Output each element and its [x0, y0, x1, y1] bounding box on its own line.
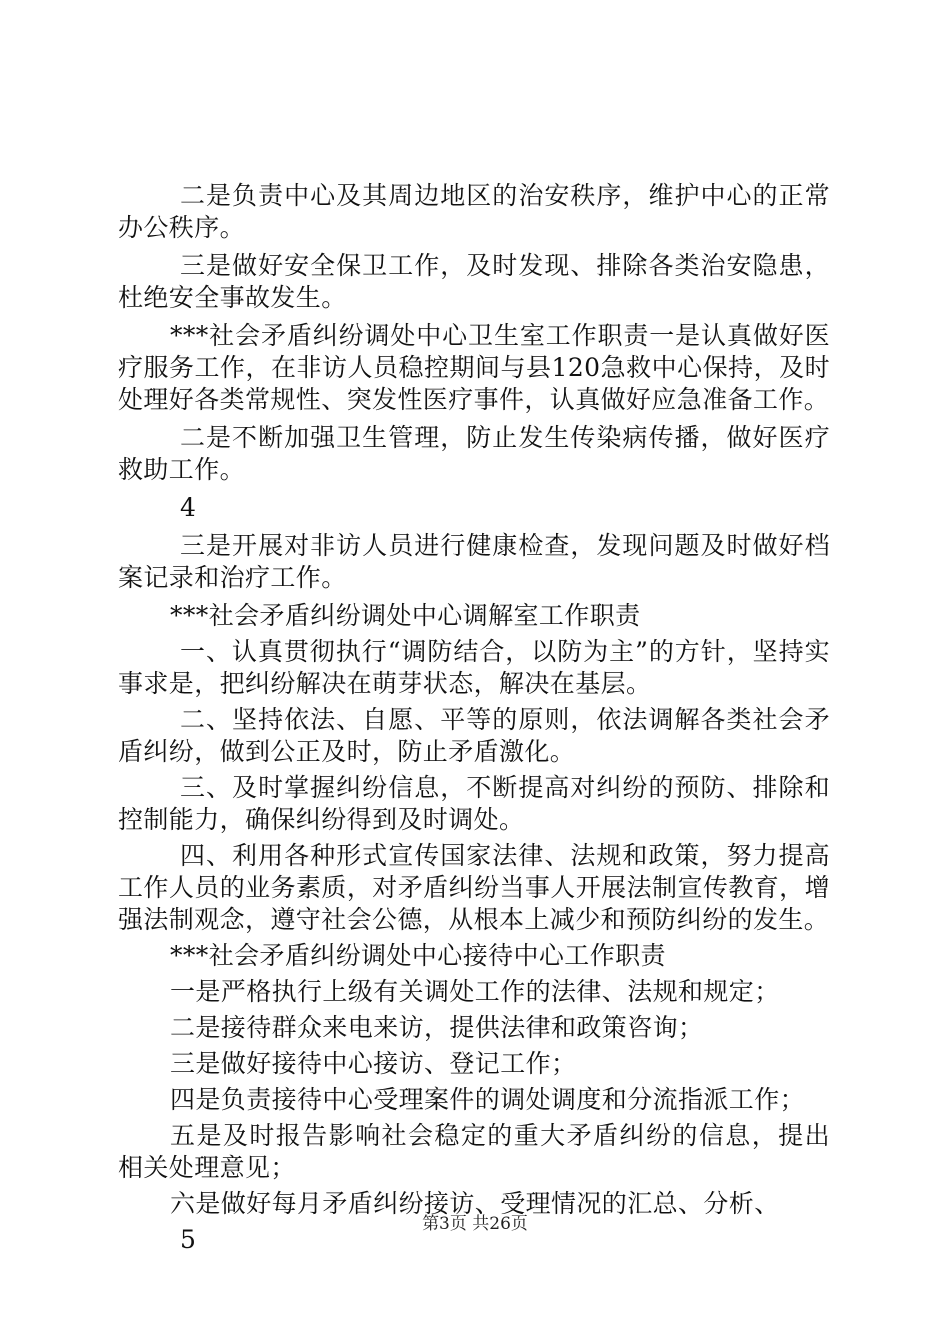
paragraph: 二是负责中心及其周边地区的治安秩序，维护中心的正常办公秩序。: [118, 181, 830, 242]
list-item: 三是做好接待中心接访、登记工作；: [170, 1049, 577, 1078]
paragraph: 四、利用各种形式宣传国家法律、法规和政策，努力提高工作人员的业务素质，对矛盾纠纷当事人开展法制宣传教育，增强法制观念，遵守社会公德，从根本上减少和预防纠纷的发生。: [118, 841, 830, 934]
paragraph: 三是做好安全保卫工作，及时发现、排除各类治安隐患，杜绝安全事故发生。: [118, 251, 830, 312]
paragraph: 三是开展对非访人员进行健康检查，发现问题及时做好档案记录和治疗工作。: [118, 531, 830, 592]
paragraph: 二、坚持依法、自愿、平等的原则，依法调解各类社会矛盾纠纷，做到公正及时，防止矛盾激化。: [118, 705, 830, 766]
section-heading: ***社会矛盾纠纷调处中心调解室工作职责: [170, 601, 641, 630]
list-item: 六是做好每月矛盾纠纷接访、受理情况的汇总、分析、: [170, 1189, 780, 1218]
list-item: 二是接待群众来电来访，提供法律和政策咨询；: [170, 1013, 704, 1042]
paragraph: 三、及时掌握纠纷信息，不断提高对纠纷的预防、排除和控制能力，确保纠纷得到及时调处。: [118, 773, 830, 834]
section-heading: ***社会矛盾纠纷调处中心接待中心工作职责: [170, 941, 666, 970]
page-footer: 第3页 共26页: [422, 1214, 528, 1234]
page-marker: 5: [180, 1225, 196, 1254]
section-paragraph: ***社会矛盾纠纷调处中心卫生室工作职责一是认真做好医疗服务工作，在非访人员稳控期间与县120急救中心保持，及时处理好各类常规性、突发性医疗事件，认真做好应急准备工作。: [118, 321, 830, 414]
list-item: 五是及时报告影响社会稳定的重大矛盾纠纷的信息，提出相关处理意见；: [118, 1121, 830, 1182]
list-item: 一是严格执行上级有关调处工作的法律、法规和规定；: [170, 977, 780, 1006]
page-marker: 4: [180, 493, 196, 522]
paragraph: 二是不断加强卫生管理，防止发生传染病传播，做好医疗救助工作。: [118, 423, 830, 484]
list-item: 四是负责接待中心受理案件的调处调度和分流指派工作；: [170, 1085, 806, 1114]
paragraph: 一、认真贯彻执行“调防结合，以防为主”的方针，坚持实事求是，把纠纷解决在萌芽状态，解决在基层。: [118, 637, 830, 698]
document-body: [118, 180, 830, 1262]
